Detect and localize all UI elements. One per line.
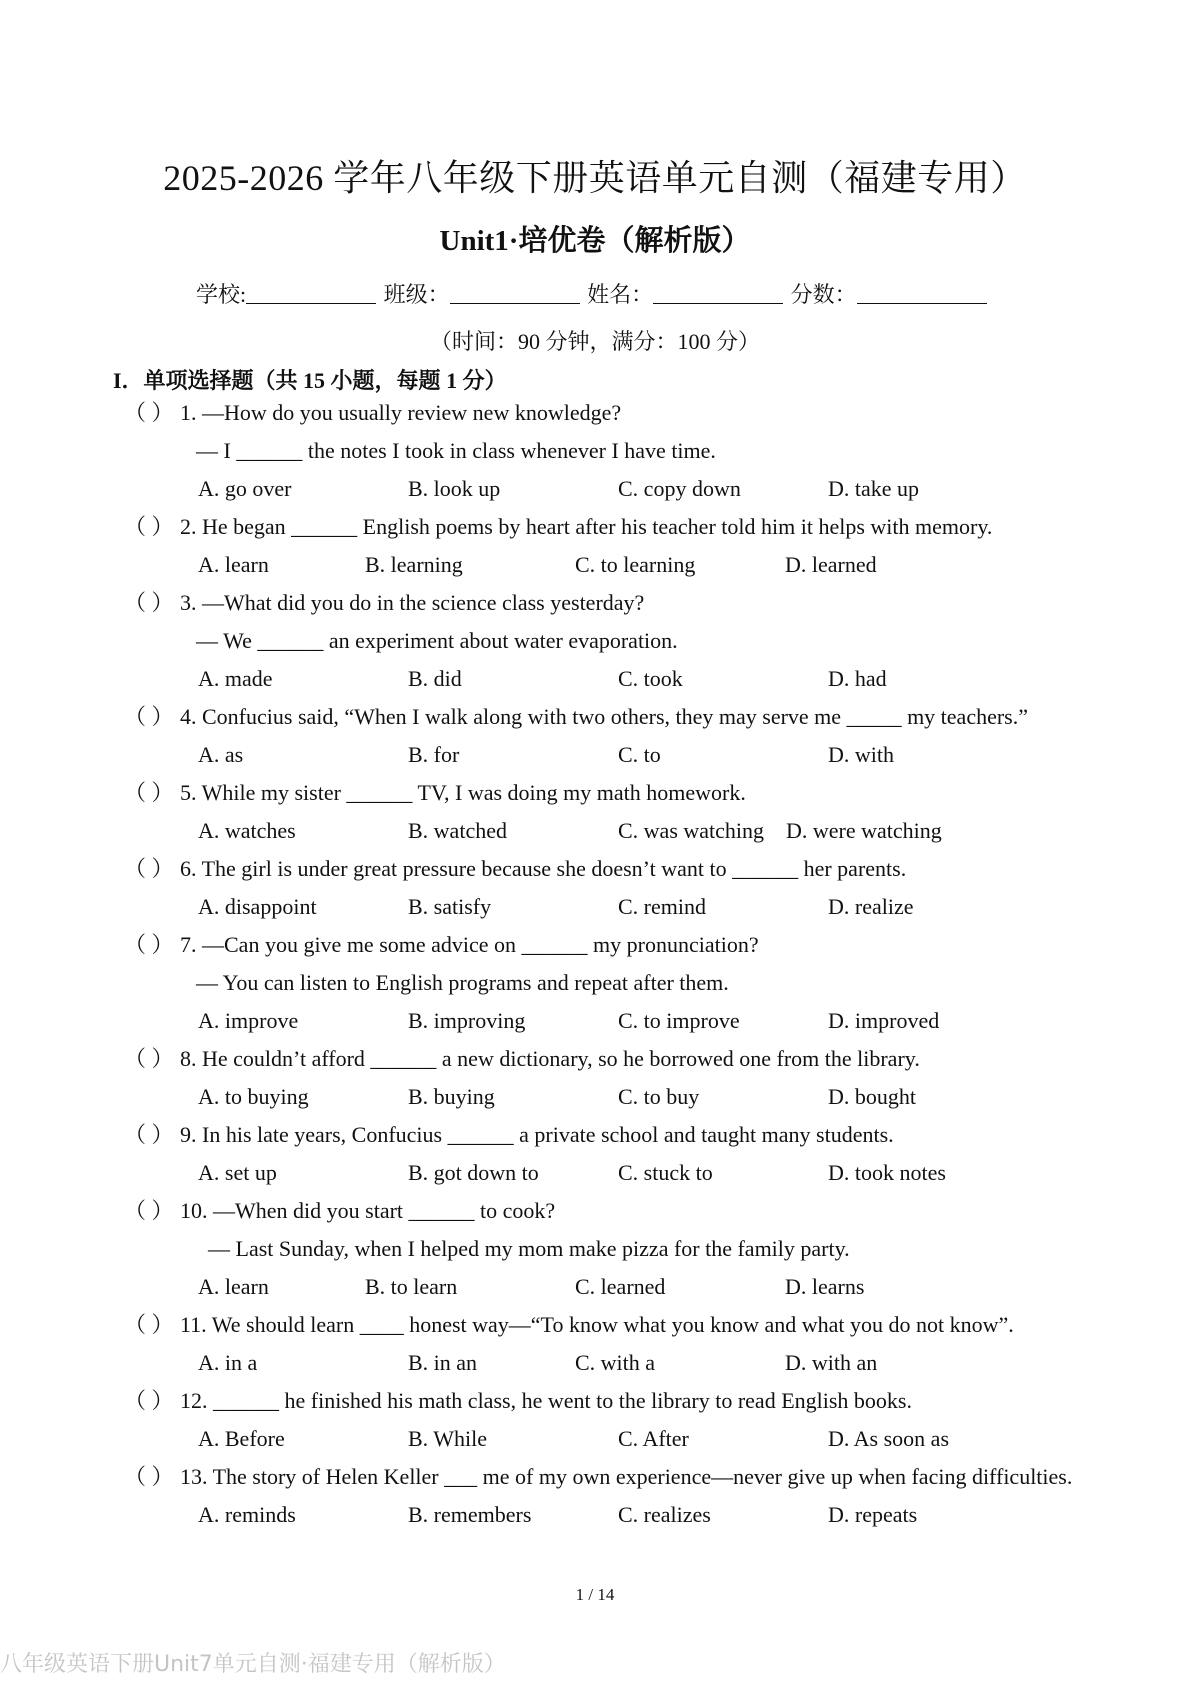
question-stem: 8. He couldn’t afford ______ a new dictionary, so he borrowed one from the library. [180, 1046, 920, 1071]
option-c: C. to buy [618, 1084, 700, 1109]
question-stem: 3. —What did you do in the science class yesterday? [180, 590, 645, 615]
question-2 [124, 508, 1164, 546]
options-row [124, 1154, 1164, 1192]
options-row [124, 736, 1164, 774]
option-d: D. had [828, 666, 887, 691]
option-b: B. look up [408, 476, 501, 501]
option-d: D. learned [785, 552, 877, 577]
option-d: D. took notes [828, 1160, 946, 1185]
question-11 [124, 1306, 1164, 1344]
option-b: B. buying [408, 1084, 495, 1109]
question-6 [124, 850, 1164, 888]
question-reply: — I ______ the notes I took in class whenever I have time. [196, 438, 716, 463]
question-stem: 2. He began ______ English poems by heart after his teacher told him it helps with memory. [180, 514, 993, 539]
question-1 [124, 394, 1164, 432]
answer-paren[interactable]: （ ） [124, 932, 174, 957]
answer-paren[interactable]: （ ） [124, 1198, 174, 1223]
question-stem: 12. ______ he finished his math class, he went to the library to read English books. [180, 1388, 912, 1413]
question-stem: 7. —Can you give me some advice on ______ my pronunciation? [180, 932, 759, 957]
page-title: 2025-2026 学年八年级下册英语单元自测（福建专用） [163, 158, 1027, 198]
option-c: C. to [618, 742, 661, 767]
class-label: 班级： [383, 282, 450, 307]
option-b: B. in an [408, 1350, 478, 1375]
answer-paren[interactable]: （ ） [124, 590, 174, 615]
options-row [124, 1078, 1164, 1116]
answer-paren[interactable]: （ ） [124, 1046, 174, 1071]
option-a: A. disappoint [198, 894, 317, 919]
option-c: C. to learning [575, 552, 696, 577]
answer-paren[interactable]: （ ） [124, 1464, 174, 1489]
question-stem: 11. We should learn ____ honest way—“To know what you know and what you do not know”. [180, 1312, 1014, 1337]
question-reply: — You can listen to English programs and repeat after them. [196, 970, 729, 995]
option-d: D. As soon as [828, 1426, 950, 1451]
page-subtitle: Unit1·培优卷（解析版） [439, 225, 751, 257]
option-a: A. made [198, 666, 273, 691]
question-4 [124, 698, 1164, 736]
score-label: 分数： [790, 282, 857, 307]
option-a: A. reminds [198, 1502, 296, 1527]
option-a: A. Before [198, 1426, 285, 1451]
option-d: D. bought [828, 1084, 916, 1109]
option-c: C. copy down [618, 476, 741, 501]
option-b: B. learning [365, 552, 463, 577]
option-a: A. to buying [198, 1084, 309, 1109]
question-stem: 5. While my sister ______ TV, I was doing my math homework. [180, 780, 746, 805]
options-row [124, 660, 1164, 698]
option-c: C. realizes [618, 1502, 711, 1527]
options-row [124, 1420, 1164, 1458]
question-reply: — We ______ an experiment about water evaporation. [196, 628, 678, 653]
page-number: 1 / 14 [575, 1585, 615, 1604]
option-b: B. watched [408, 818, 507, 843]
question-7 [124, 926, 1164, 964]
school-label: 学校: [196, 282, 247, 307]
options-row [124, 812, 1164, 850]
answer-paren[interactable]: （ ） [124, 704, 174, 729]
options-row [124, 1268, 1164, 1306]
option-d: D. take up [828, 476, 920, 501]
question-8 [124, 1040, 1164, 1078]
options-row [124, 546, 1164, 584]
answer-paren[interactable]: （ ） [124, 1388, 174, 1413]
option-b: B. got down to [408, 1160, 539, 1185]
option-c: C. to improve [618, 1008, 740, 1033]
score-blank[interactable] [857, 283, 987, 304]
option-d: D. were watching [786, 818, 942, 843]
question-stem: 6. The girl is under great pressure because she doesn’t want to ______ her parents. [180, 856, 907, 881]
option-d: D. repeats [828, 1502, 918, 1527]
question-10 [124, 1192, 1164, 1230]
options-row [124, 888, 1164, 926]
question-stem: 9. In his late years, Confucius ______ a private school and taught many students. [180, 1122, 894, 1147]
option-a: A. learn [198, 1274, 269, 1299]
section-title: I．单项选择题（共 15 小题，每题 1 分） [113, 368, 507, 393]
option-c: C. took [618, 666, 683, 691]
class-blank[interactable] [450, 283, 580, 304]
option-b: B. While [408, 1426, 488, 1451]
answer-paren[interactable]: （ ） [124, 514, 174, 539]
option-b: B. for [408, 742, 460, 767]
option-c: C. stuck to [618, 1160, 713, 1185]
options-row [124, 470, 1164, 508]
watermark: 八年级英语下册Unit7单元自测·福建专用（解析版） [0, 1652, 506, 1677]
option-a: A. in a [198, 1350, 258, 1375]
option-d: D. with an [785, 1350, 878, 1375]
name-blank[interactable] [653, 283, 783, 304]
answer-paren[interactable]: （ ） [124, 1312, 174, 1337]
option-a: A. learn [198, 552, 269, 577]
option-c: C. remind [618, 894, 706, 919]
option-a: A. as [198, 742, 244, 767]
option-a: A. go over [198, 476, 292, 501]
options-row [124, 1344, 1164, 1382]
question-stem: 4. Confucius said, “When I walk along with two others, they may serve me _____ my teachers.” [180, 704, 1028, 729]
option-c: C. learned [575, 1274, 666, 1299]
question-reply: — Last Sunday, when I helped my mom make pizza for the family party. [208, 1236, 850, 1261]
question-5 [124, 774, 1164, 812]
option-b: B. improving [408, 1008, 526, 1033]
name-label: 姓名： [587, 282, 654, 307]
question-stem: 13. The story of Helen Keller ___ me of my own experience—never give up when facing difficulties. [180, 1464, 1073, 1489]
question-stem: 1. —How do you usually review new knowledge? [180, 400, 622, 425]
option-c: C. After [618, 1426, 689, 1451]
answer-paren[interactable]: （ ） [124, 780, 174, 805]
option-a: A. watches [198, 818, 296, 843]
option-a: A. improve [198, 1008, 299, 1033]
option-d: D. with [828, 742, 894, 767]
option-a: A. set up [198, 1160, 277, 1185]
question-13 [124, 1458, 1164, 1496]
option-d: D. improved [828, 1008, 940, 1033]
option-c: C. was watching [618, 818, 765, 843]
option-d: D. learns [785, 1274, 865, 1299]
question-9 [124, 1116, 1164, 1154]
option-b: B. satisfy [408, 894, 492, 919]
answer-paren[interactable]: （ ） [124, 400, 174, 425]
question-12 [124, 1382, 1164, 1420]
option-d: D. realize [828, 894, 914, 919]
time-info: （时间：90 分钟，满分：100 分） [429, 329, 760, 354]
answer-paren[interactable]: （ ） [124, 1122, 174, 1147]
answer-paren[interactable]: （ ） [124, 856, 174, 881]
options-row [124, 1002, 1164, 1040]
question-stem: 10. —When did you start ______ to cook? [180, 1198, 556, 1223]
option-b: B. did [408, 666, 462, 691]
school-blank[interactable] [246, 283, 376, 304]
option-c: C. with a [575, 1350, 656, 1375]
question-3 [124, 584, 1164, 622]
options-row [124, 1496, 1164, 1534]
option-b: B. remembers [408, 1502, 532, 1527]
student-info-row [196, 278, 989, 309]
option-b: B. to learn [365, 1274, 458, 1299]
question-list [124, 394, 1164, 1534]
